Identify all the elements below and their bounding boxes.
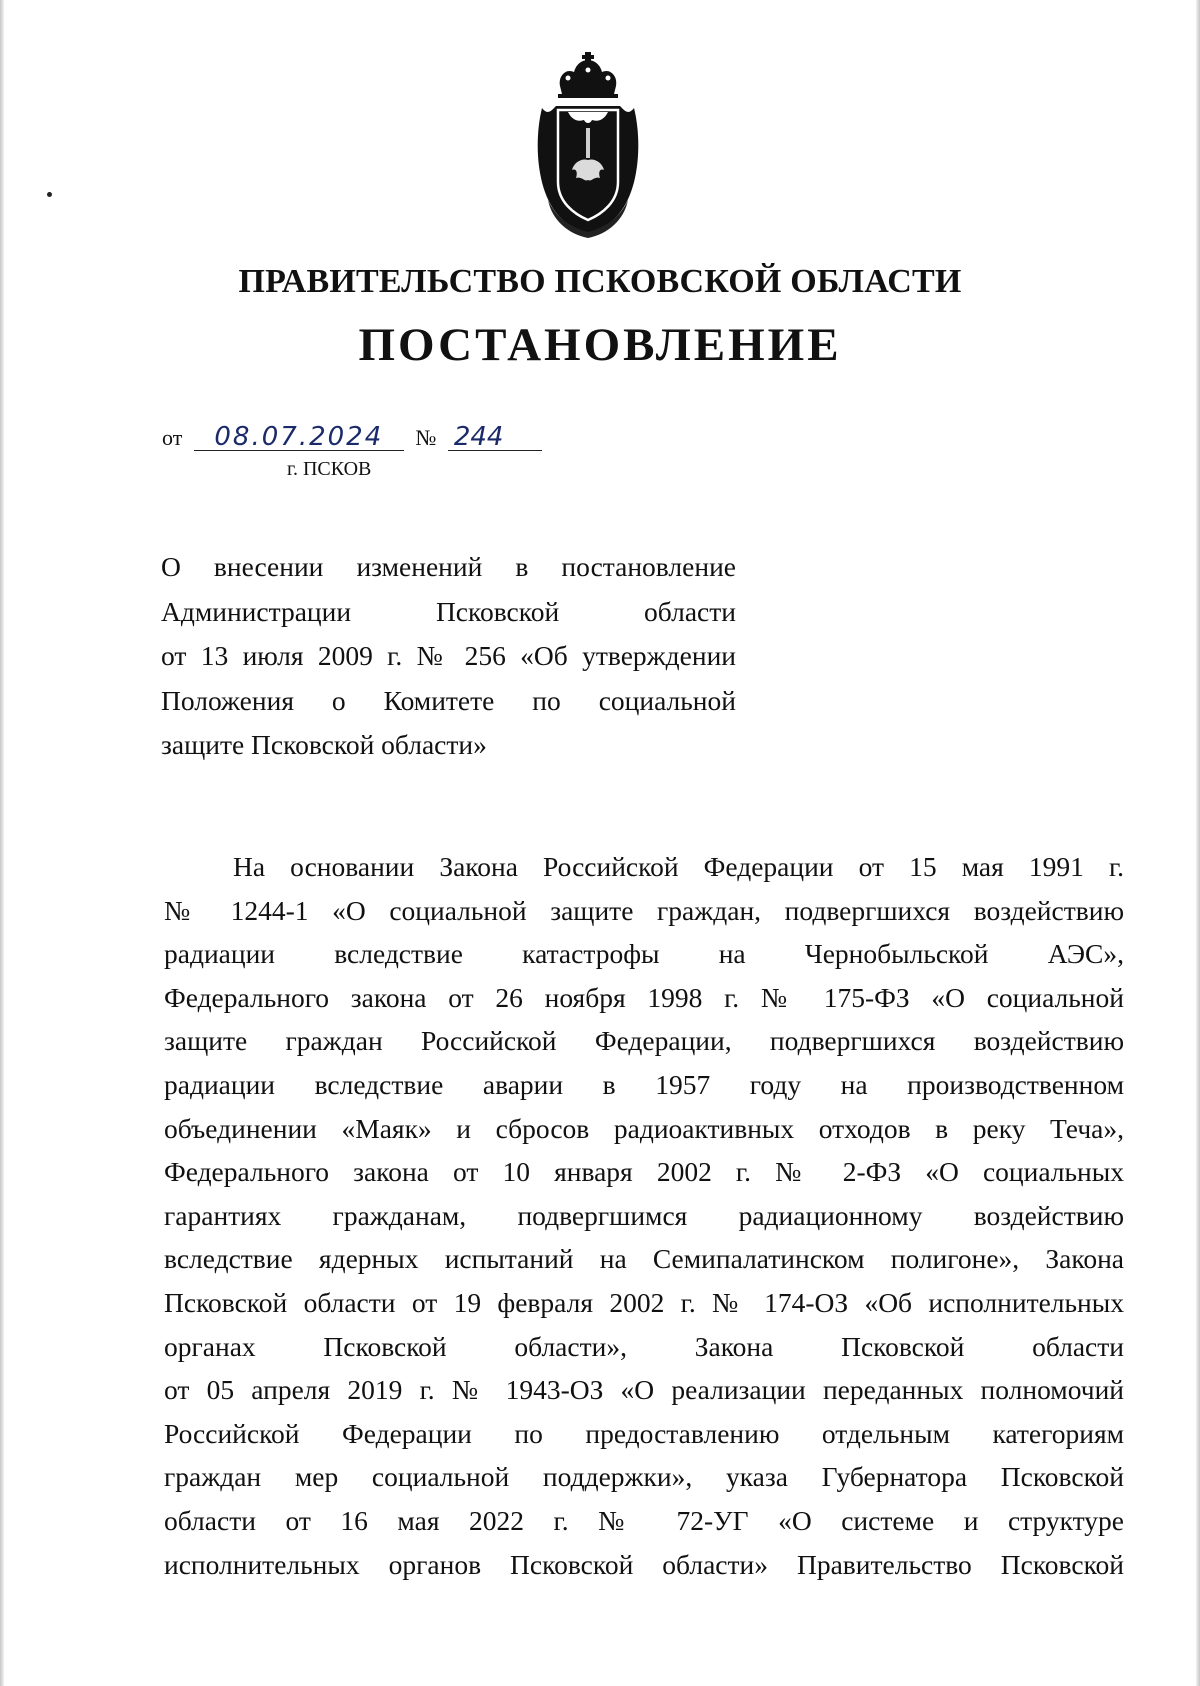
subject-line: Положения о Комитете по социальной bbox=[161, 684, 736, 716]
body-line: органах Псковской области», Закона Псковской области bbox=[164, 1330, 1124, 1362]
body-line: граждан мер социальной поддержки», указа Губернатора Псковской bbox=[164, 1461, 1124, 1493]
document-body bbox=[164, 845, 1124, 1586]
date-prefix: от bbox=[162, 425, 183, 450]
body-line: радиации вследствие катастрофы на Чернобыльской АЭС», bbox=[164, 938, 1124, 970]
scan-edge-left bbox=[0, 0, 4, 1686]
body-line: гарантиях гражданам, подвергшимся радиационному воздействию bbox=[164, 1199, 1124, 1231]
subject-line: О внесении изменений в постановление bbox=[161, 551, 736, 582]
body-line: объединении «Маяк» и сбросов радиоактивных отходов в реку Теча», bbox=[164, 1112, 1124, 1144]
body-line: Федерального закона от 10 января 2002 г. № 2-ФЗ «О социальных bbox=[164, 1156, 1124, 1188]
subject-line: от 13 июля 2009 г. № 256 «Об утверждении bbox=[161, 640, 736, 671]
coat-of-arms-icon bbox=[528, 50, 648, 240]
body-line: от 05 апреля 2019 г. № 1943-ОЗ «О реализации переданных полномочий bbox=[164, 1374, 1124, 1406]
subject-line: защите Псковской области» bbox=[161, 729, 487, 760]
body-line: радиации вследствие аварии в 1957 году на производственном bbox=[164, 1068, 1124, 1100]
number-prefix: № bbox=[415, 425, 437, 450]
body-line: вследствие ядерных испытаний на Семипалатинском полигоне», Закона bbox=[164, 1243, 1124, 1275]
scan-speck bbox=[47, 192, 52, 197]
body-line: Псковской области от 19 февраля 2002 г. № 174-ОЗ «Об исполнительных bbox=[164, 1286, 1124, 1318]
document-subject bbox=[161, 545, 736, 768]
body-line: Российской Федерации по предоставлению отдельным категориям bbox=[164, 1417, 1124, 1449]
body-line: Федерального закона от 26 ноября 1998 г. № 175-ФЗ «О социальной bbox=[164, 981, 1124, 1013]
number-value: 244 bbox=[448, 424, 542, 451]
body-line: На основании Закона Российской Федерации от 15 мая 1991 г. bbox=[233, 851, 1124, 882]
date-value: 08.07.2024 bbox=[194, 424, 404, 451]
body-line: защите граждан Российской Федерации, подвергшихся воздействию bbox=[164, 1025, 1124, 1057]
subject-line: Администрации Псковской области bbox=[161, 595, 736, 627]
scan-edge-right bbox=[1196, 0, 1200, 1686]
body-line: области от 16 мая 2022 г. № 72-УГ «О системе и структуре bbox=[164, 1504, 1124, 1536]
organization-title: ПРАВИТЕЛЬСТВО ПСКОВСКОЙ ОБЛАСТИ bbox=[238, 263, 962, 300]
body-line: исполнительных органов Псковской области» Правительство Псковской bbox=[164, 1548, 1124, 1580]
body-line: № 1244-1 «О социальной защите граждан, подвергшихся воздействию bbox=[164, 894, 1124, 926]
document-type-title: ПОСТАНОВЛЕНИЕ bbox=[358, 319, 842, 371]
date-number-row bbox=[162, 424, 542, 451]
city-label: г. ПСКОВ bbox=[287, 458, 372, 480]
